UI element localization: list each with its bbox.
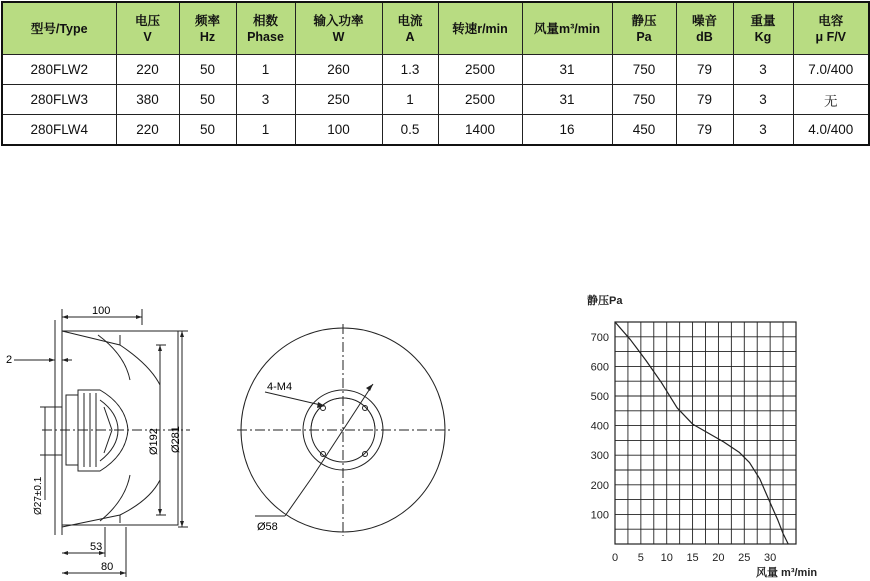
- column-header-label: 转速r/min: [452, 21, 508, 36]
- column-header: [2, 2, 116, 55]
- table-cell: 1: [236, 55, 295, 85]
- column-header-unit: A: [405, 29, 415, 44]
- dia-label: Ø58: [257, 521, 278, 533]
- column-header: [733, 2, 793, 55]
- table-cell: 250: [295, 85, 382, 115]
- column-header: [793, 2, 869, 55]
- x-tick-label: 5: [637, 552, 644, 564]
- column-header-unit: V: [143, 29, 152, 44]
- table-cell: 3: [733, 115, 793, 146]
- table-cell: 260: [295, 55, 382, 85]
- table-cell: 79: [676, 55, 733, 85]
- table-cell: 79: [676, 85, 733, 115]
- table-cell: 280FLW4: [2, 115, 116, 146]
- table-cell: 31: [522, 85, 612, 115]
- column-header-unit: W: [332, 29, 345, 44]
- column-header-label: 输入功率: [313, 13, 364, 28]
- y-tick-label: 200: [590, 479, 609, 492]
- y-tick-label: 400: [590, 420, 609, 433]
- table-cell: 0.5: [382, 115, 438, 146]
- table-cell: 1: [382, 85, 438, 115]
- x-tick-label: 25: [738, 552, 751, 564]
- column-header-label: 静压: [631, 13, 657, 28]
- table-cell: 50: [179, 55, 236, 85]
- dim-top: 100: [92, 305, 111, 317]
- y-tick-label: 100: [590, 509, 609, 522]
- table-cell: 3: [733, 55, 793, 85]
- column-header: [676, 2, 733, 55]
- table-cell: 750: [612, 85, 676, 115]
- column-header: [522, 2, 612, 55]
- bolt-label: 4-M4: [267, 381, 293, 393]
- column-header-label: 型号/Type: [30, 21, 88, 36]
- y-axis-label: 静压Pa: [587, 295, 623, 307]
- table-cell: 2500: [438, 85, 522, 115]
- table-cell: 16: [522, 115, 612, 146]
- side-view-drawing: [0, 295, 200, 581]
- dim-bottom-outer: 80: [101, 561, 114, 573]
- column-header-label: 相数: [252, 13, 278, 28]
- table-cell: 3: [733, 85, 793, 115]
- column-header: [179, 2, 236, 55]
- table-cell: 1: [236, 115, 295, 146]
- table-body: [2, 55, 869, 146]
- table-cell: 4.0/400: [793, 115, 869, 146]
- column-header-label: 电压: [134, 13, 160, 28]
- dim-left: 2: [6, 354, 13, 366]
- table-cell: 280FLW2: [2, 55, 116, 85]
- column-header-unit: μ F/V: [815, 29, 847, 44]
- front-view-drawing: [225, 320, 465, 540]
- column-header-label: 重量: [750, 13, 776, 28]
- x-tick-label: 10: [660, 552, 673, 564]
- table-cell: 79: [676, 115, 733, 146]
- y-tick-label: 300: [590, 450, 609, 463]
- table-cell: 380: [116, 85, 179, 115]
- table-cell: 220: [116, 55, 179, 85]
- dim-outer: Ø281: [170, 426, 182, 453]
- table-cell: 450: [612, 115, 676, 146]
- x-tick-label: 0: [611, 552, 619, 564]
- x-tick-label: 15: [686, 552, 699, 564]
- table-cell: 31: [522, 55, 612, 85]
- table-cell: 100: [295, 115, 382, 146]
- y-tick-label: 700: [590, 331, 609, 344]
- table-cell: 1400: [438, 115, 522, 146]
- column-header-unit: Phase: [247, 29, 284, 44]
- x-axis-label: 风量 m³/min: [756, 567, 818, 579]
- table-cell: 1.3: [382, 55, 438, 85]
- table-row: [2, 85, 869, 115]
- x-tick-label: 30: [764, 552, 777, 564]
- column-header-unit: Pa: [636, 29, 652, 44]
- table-cell: 280FLW3: [2, 85, 116, 115]
- column-header: [295, 2, 382, 55]
- column-header: [382, 2, 438, 55]
- spec-table: [1, 1, 870, 146]
- y-tick-label: 500: [590, 391, 609, 403]
- table-cell: 2500: [438, 55, 522, 85]
- table-header-row: [2, 2, 869, 55]
- x-tick-label: 20: [712, 552, 725, 564]
- table-row: [2, 115, 869, 146]
- table-cell: 50: [179, 115, 236, 146]
- dim-bottom-inner: 53: [90, 541, 103, 553]
- dim-shaft: Ø27±0.1: [33, 476, 44, 515]
- column-header-unit: dB: [696, 29, 713, 44]
- column-header: [236, 2, 295, 55]
- table-cell: 7.0/400: [793, 55, 869, 85]
- column-header: [116, 2, 179, 55]
- column-header-label: 风量m³/min: [534, 21, 600, 36]
- table-cell: 50: [179, 85, 236, 115]
- table-cell: 3: [236, 85, 295, 115]
- column-header-label: 电流: [397, 13, 423, 28]
- column-header-label: 电容: [818, 13, 844, 28]
- dim-inner: Ø192: [148, 428, 160, 455]
- column-header-unit: Kg: [754, 29, 772, 44]
- column-header-unit: Hz: [199, 29, 216, 44]
- table-cell: 220: [116, 115, 179, 146]
- column-header: [612, 2, 676, 55]
- column-header: [438, 2, 522, 55]
- performance-chart: [575, 290, 867, 581]
- table-cell: 无: [793, 85, 869, 115]
- table-row: [2, 55, 869, 85]
- table-cell: 750: [612, 55, 676, 85]
- column-header-label: 频率: [194, 13, 220, 28]
- y-tick-label: 600: [590, 361, 609, 374]
- column-header-label: 噪音: [691, 13, 717, 28]
